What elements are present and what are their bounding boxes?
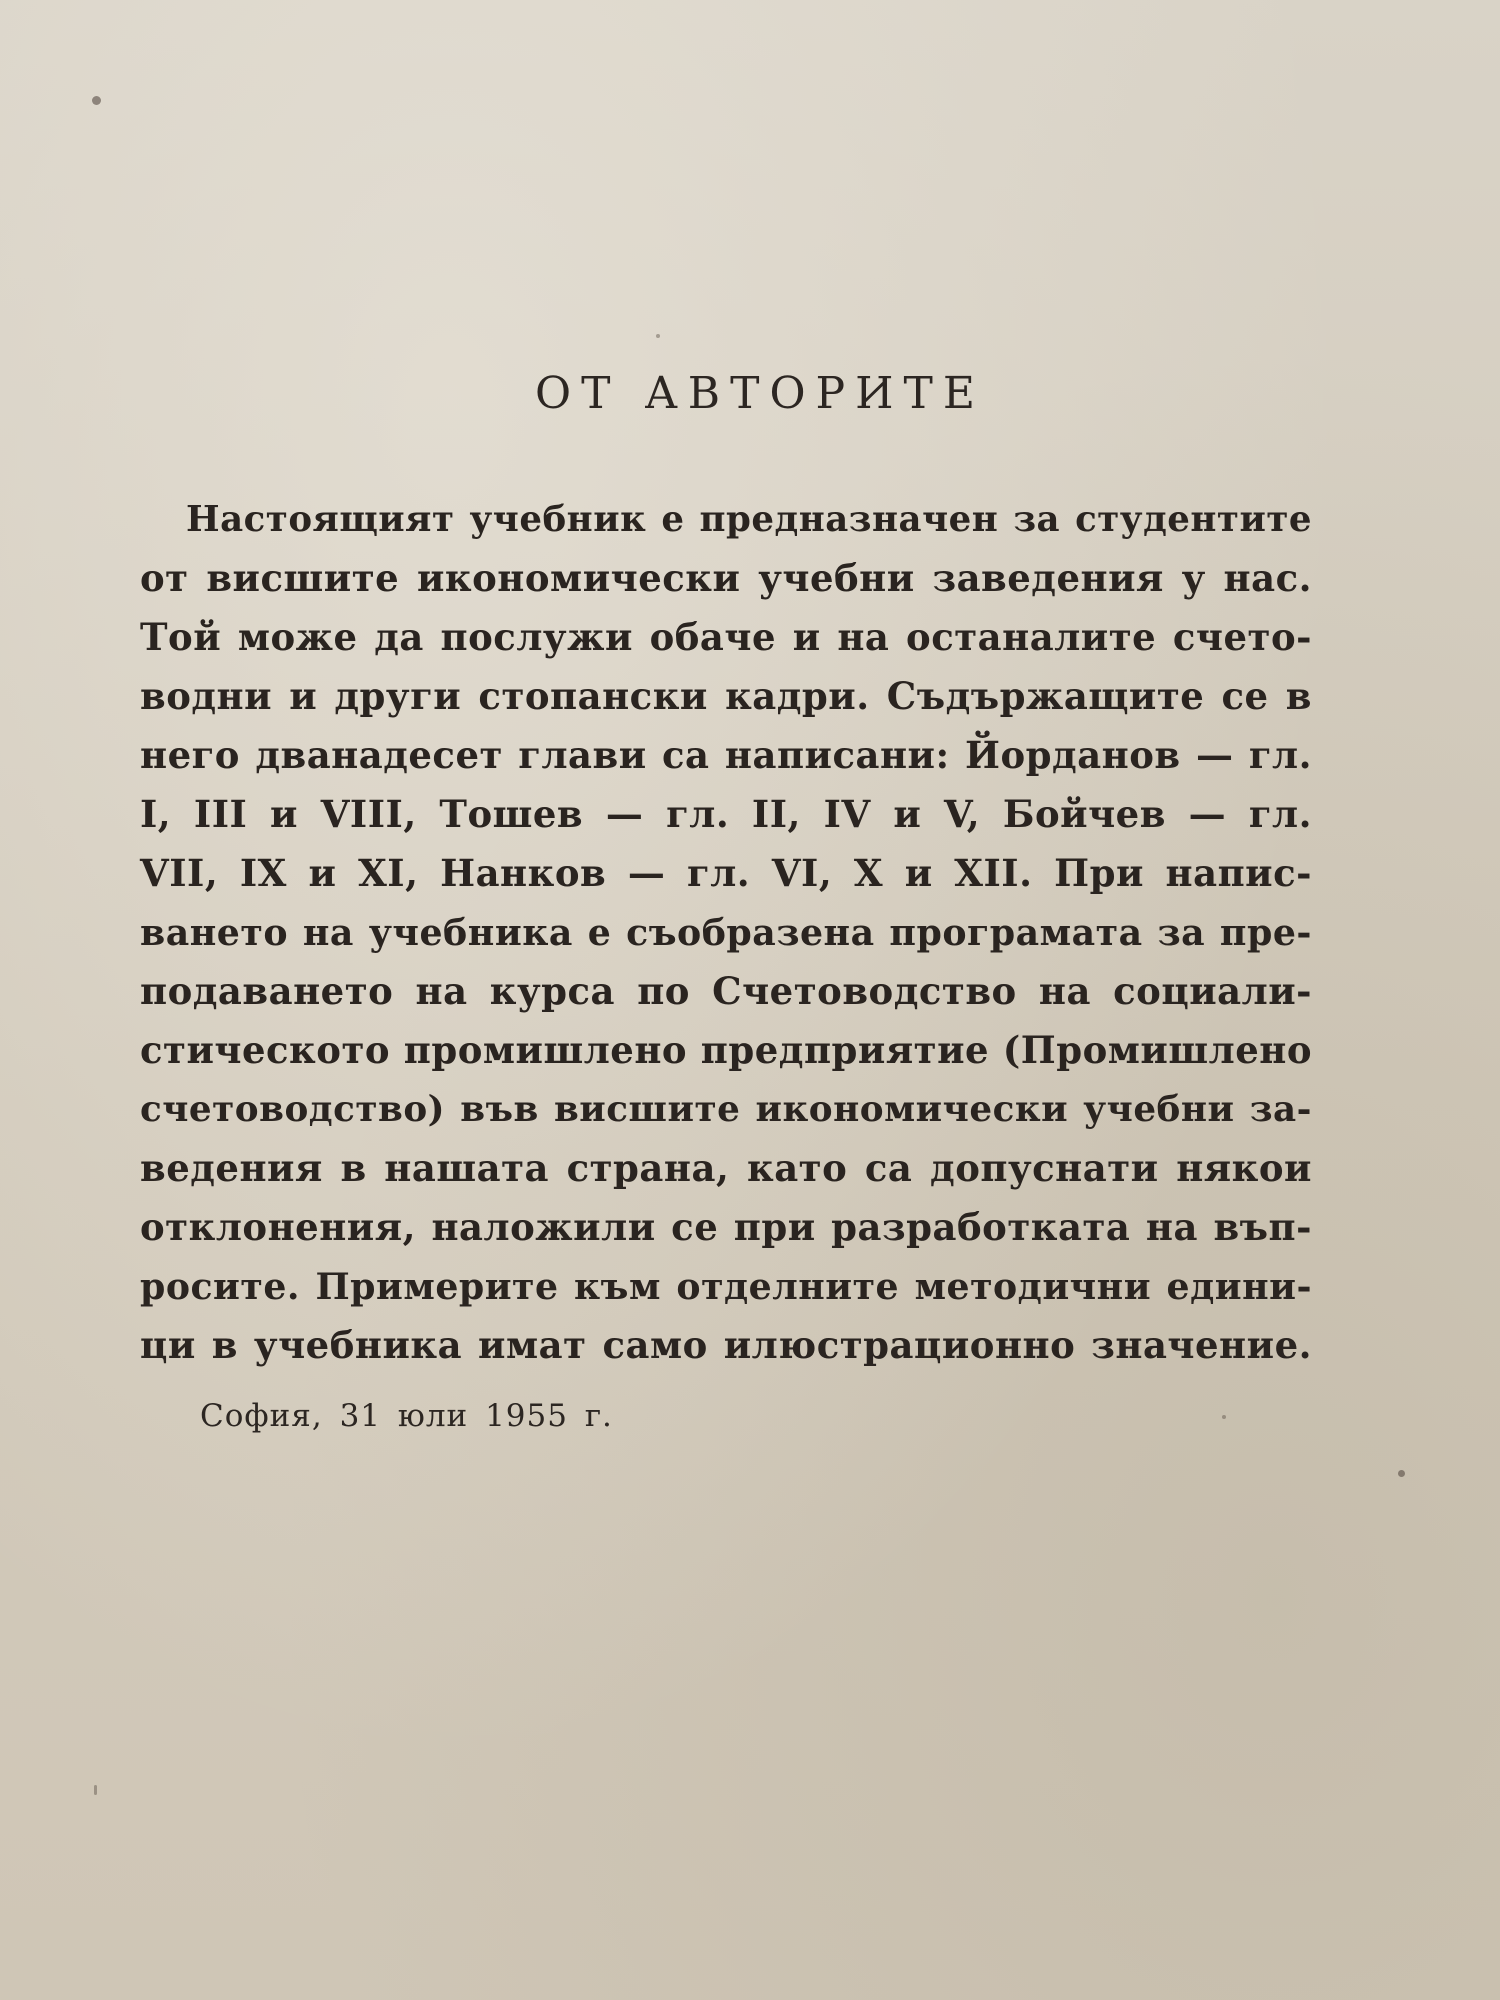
text-line: ването на учебника е съобразена програмата за пре- — [140, 911, 1312, 954]
text-line: I, III и VIII, Тошев — гл. II, IV и V, Бойчев — гл. — [140, 792, 1312, 836]
text-line: VII, IX и XI, Нанков — гл. VI, X и XII. При напис- — [140, 851, 1312, 895]
text-line: росите. Примерите към отделните методични едини- — [140, 1265, 1312, 1308]
paper-speck — [656, 334, 660, 338]
paper-speck — [1222, 1415, 1226, 1419]
text-line: подаването на курса по Счетоводство на социали- — [140, 969, 1312, 1013]
text-line: него дванадесет глави са написани: Йорданов — гл. — [140, 733, 1312, 777]
text-line: Той може да послужи обаче и на останалите счето- — [140, 615, 1312, 659]
text-line: Настоящият учебник е предназначен за студентите — [186, 499, 1312, 540]
preface-paragraph — [140, 490, 1312, 1375]
text-line: ци в учебника имат само илюстрационно значение. — [140, 1323, 1312, 1367]
text-line: от висшите икономически учебни заведения у нас. — [140, 556, 1312, 600]
text-line: счетоводство) във висшите икономически учебни за- — [140, 1088, 1312, 1130]
signature-date: София, 31 юли 1955 г. — [200, 1398, 613, 1434]
paper-speck — [94, 1785, 97, 1795]
text-line: ведения в нашата страна, като са допуснати някои — [140, 1146, 1312, 1190]
text-line: стическото промишлено предприятие (Промишлено — [140, 1028, 1312, 1072]
text-line: отклонения, наложили се при разработката на въп- — [140, 1205, 1312, 1249]
paper-speck — [92, 96, 101, 105]
text-line: водни и други стопански кадри. Съдържащите се в — [140, 674, 1312, 718]
page-heading: ОТ АВТОРИТЕ — [535, 368, 985, 419]
paper-speck — [1398, 1470, 1405, 1477]
